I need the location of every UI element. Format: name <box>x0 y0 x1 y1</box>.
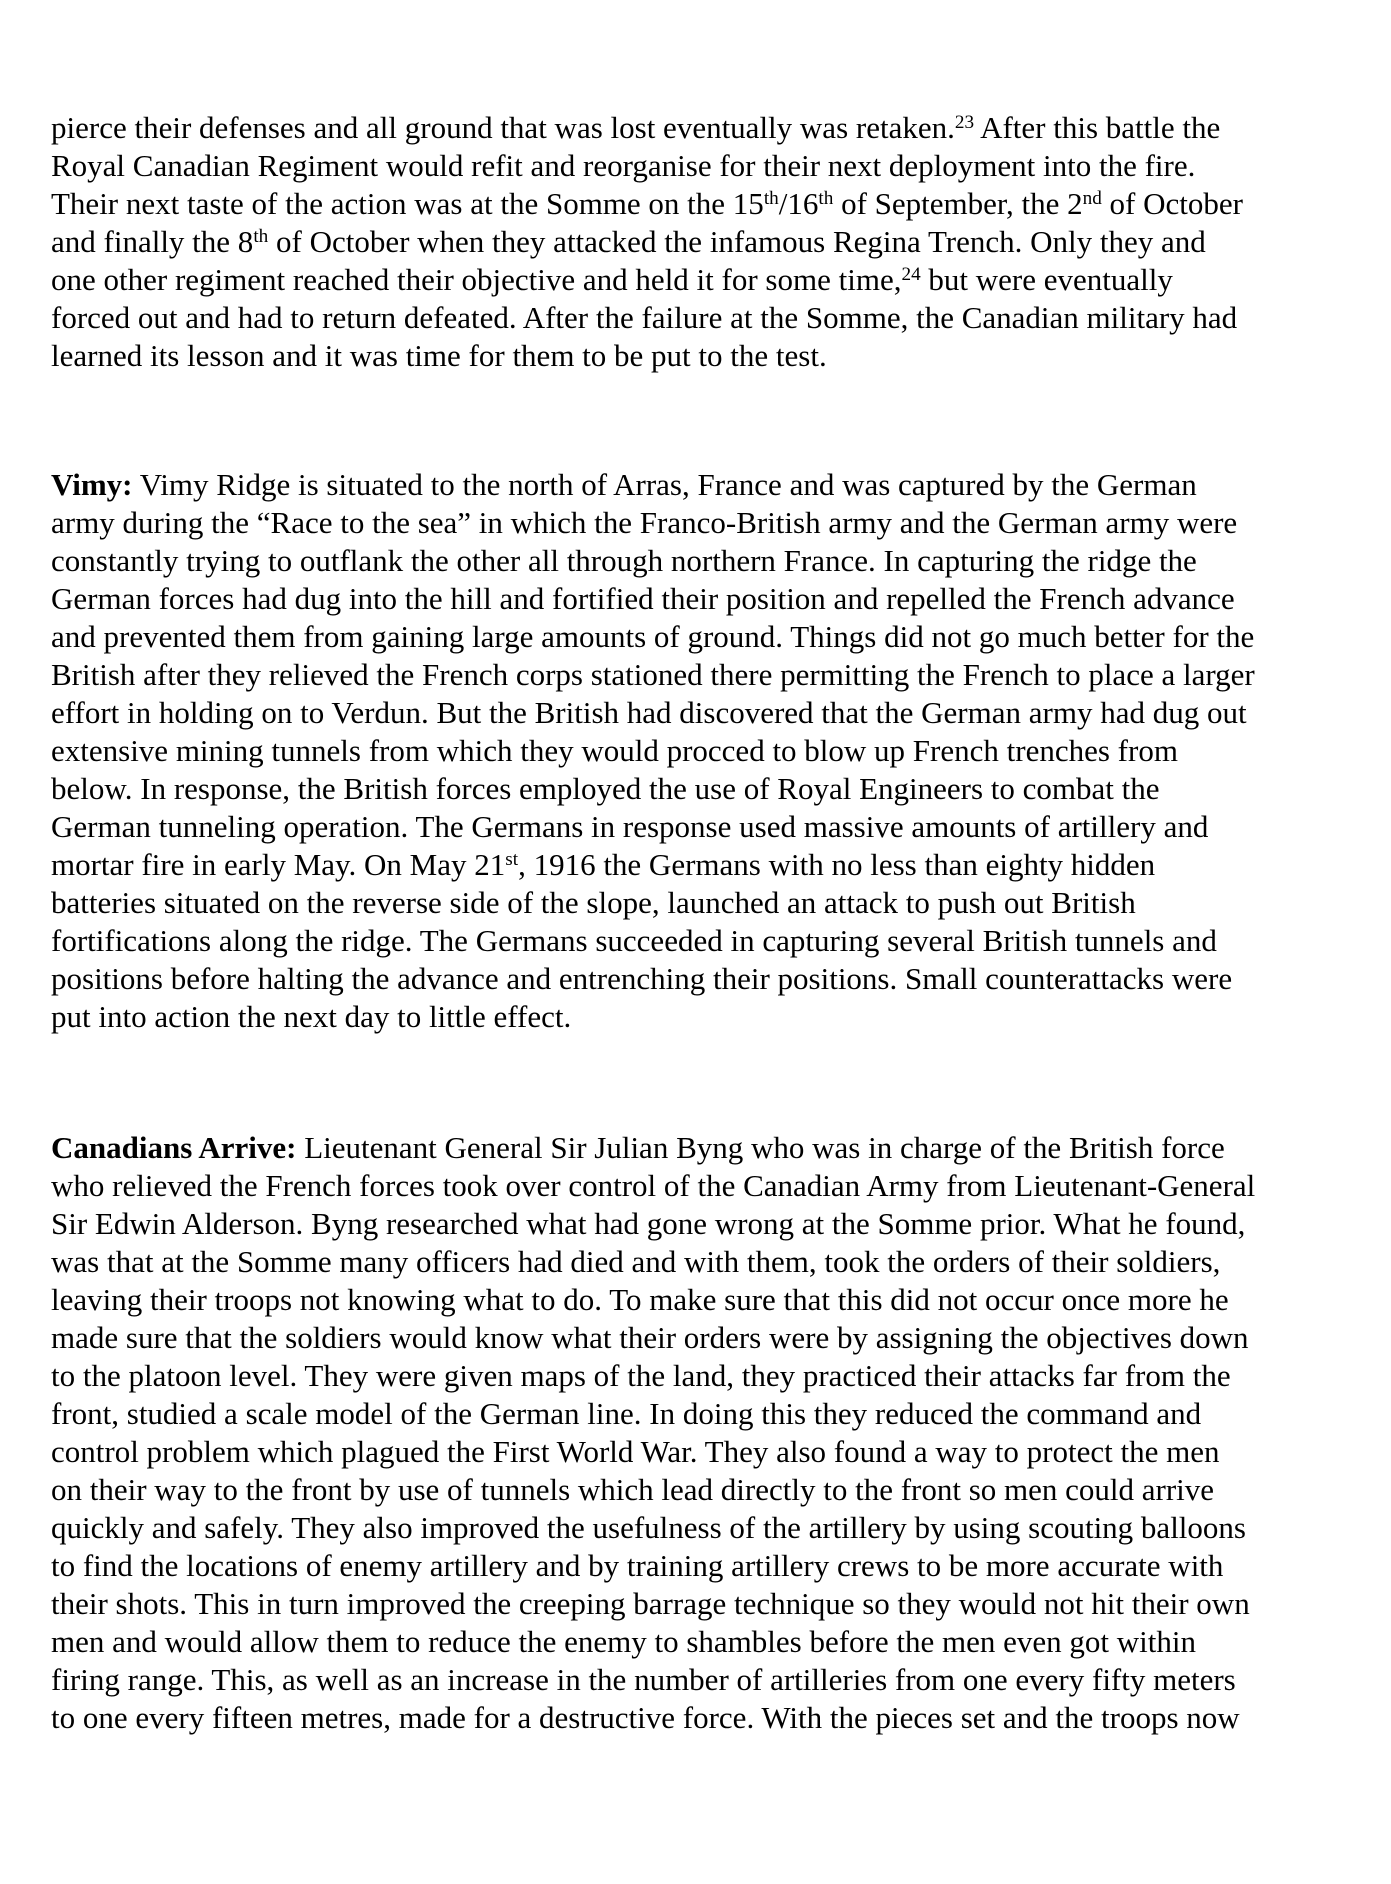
superscript-ref: 23 <box>954 112 975 134</box>
text-line: men and would allow them to reduce the enemy to shambles before the men even got within <box>51 1624 1196 1659</box>
text-line: quickly and safely. They also improved the usefulness of the artillery by using scouting balloons <box>51 1510 1246 1545</box>
text-line: and finally the 8th of October when they attacked the infamous Regina Trench. Only they and <box>51 224 1206 259</box>
text-line: leaving their troops not knowing what to do. To make sure that this did not occur once more he <box>51 1282 1229 1317</box>
text-line: made sure that the soldiers would know what their orders were by assigning the objectives down <box>51 1320 1249 1355</box>
text-line: was that at the Somme many officers had died and with them, took the orders of their soldiers, <box>51 1244 1221 1279</box>
text-line: effort in holding on to Verdun. But the British had discovered that the German army had dug out <box>51 695 1247 730</box>
text-line: below. In response, the British forces employed the use of Royal Engineers to combat the <box>51 771 1160 806</box>
superscript-ref: st <box>505 849 519 871</box>
text-line: Their next taste of the action was at the Somme on the 15th/16th of September, the 2nd of October <box>51 186 1243 221</box>
text-line: German forces had dug into the hill and fortified their position and repelled the French advance <box>51 581 1235 616</box>
text-line: to the platoon level. They were given maps of the land, they practiced their attacks far from the <box>51 1358 1231 1393</box>
text-line: Canadians Arrive: Lieutenant General Sir Julian Byng who was in charge of the British force <box>51 1130 1225 1165</box>
paragraph-continuation <box>51 109 1371 375</box>
text-line: learned its lesson and it was time for them to be put to the test. <box>51 338 827 373</box>
text-line: British after they relieved the French corps stationed there permitting the French to place a larger <box>51 657 1255 692</box>
run-in-heading: Canadians Arrive: <box>51 1130 297 1165</box>
superscript-ref: nd <box>1082 188 1102 210</box>
text-line: Royal Canadian Regiment would refit and reorganise for their next deployment into the fire. <box>51 148 1196 183</box>
superscript-ref: th <box>763 188 779 210</box>
text-line: positions before halting the advance and entrenching their positions. Small counterattacks were <box>51 961 1233 996</box>
text-line: mortar fire in early May. On May 21st, 1916 the Germans with no less than eighty hidden <box>51 847 1156 882</box>
text-line: put into action the next day to little effect. <box>51 999 572 1034</box>
paragraph-canadians-arrive <box>51 1129 1371 1737</box>
text-line: constantly trying to outflank the other all through northern France. In capturing the ridge the <box>51 543 1197 578</box>
text-line: pierce their defenses and all ground that was lost eventually was retaken.$^{23}$ After this battle the <box>51 110 1221 145</box>
text-line: one other regiment reached their objective and held it for some time,$^{24}$ but were eventually <box>51 262 1173 297</box>
run-in-heading: Vimy: <box>51 467 133 502</box>
text-line: control problem which plagued the First World War. They also found a way to protect the men <box>51 1434 1220 1469</box>
superscript-ref: th <box>818 188 834 210</box>
text-line: forced out and had to return defeated. After the failure at the Somme, the Canadian military had <box>51 300 1238 335</box>
superscript-ref: th <box>253 226 269 248</box>
text-line: army during the “Race to the sea” in which the Franco-British army and the German army were <box>51 505 1238 540</box>
text-line: to find the locations of enemy artillery and by training artillery crews to be more accurate with <box>51 1548 1224 1583</box>
text-line: their shots. This in turn improved the creeping barrage technique so they would not hit their own <box>51 1586 1250 1621</box>
text-line: who relieved the French forces took over control of the Canadian Army from Lieutenant-General <box>51 1168 1256 1203</box>
text-line: extensive mining tunnels from which they would procced to blow up French trenches from <box>51 733 1178 768</box>
superscript-ref: 24 <box>901 264 921 286</box>
text-line: and prevented them from gaining large amounts of ground. Things did not go much better for the <box>51 619 1255 654</box>
text-line: German tunneling operation. The Germans in response used massive amounts of artillery and <box>51 809 1209 844</box>
text-line: firing range. This, as well as an increase in the number of artilleries from one every fifty meters <box>51 1662 1236 1697</box>
paragraph-vimy <box>51 466 1371 1036</box>
text-line: Vimy: Vimy Ridge is situated to the north of Arras, France and was captured by the German <box>51 467 1197 502</box>
text-line: front, studied a scale model of the German line. In doing this they reduced the command and <box>51 1396 1202 1431</box>
text-line: on their way to the front by use of tunnels which lead directly to the front so men could arrive <box>51 1472 1215 1507</box>
text-line: to one every fifteen metres, made for a destructive force. With the pieces set and the troops now <box>51 1700 1240 1735</box>
text-line: Sir Edwin Alderson. Byng researched what had gone wrong at the Somme prior. What he found, <box>51 1206 1246 1241</box>
text-line: fortifications along the ridge. The Germans succeeded in capturing several British tunnels and <box>51 923 1217 958</box>
text-line: batteries situated on the reverse side of the slope, launched an attack to push out British <box>51 885 1136 920</box>
